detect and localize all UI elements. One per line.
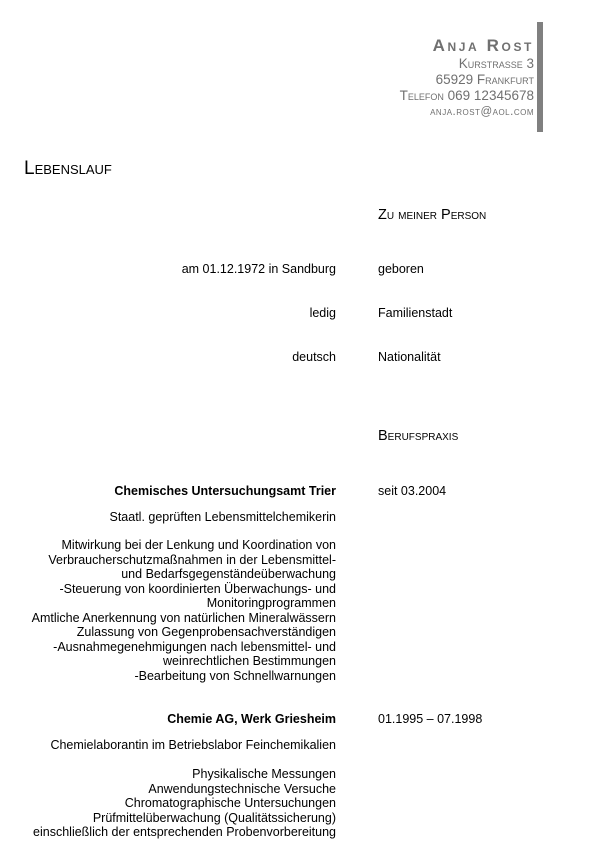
- job-duties: [33, 767, 336, 840]
- header-accent-bar: [537, 22, 543, 132]
- job-duty-line: -Steuerung von koordinierten Überwachungs- und: [59, 581, 336, 596]
- section-title-experience: Berufspraxis: [378, 428, 459, 444]
- phone-number: Telefon 069 12345678: [399, 88, 534, 103]
- personal-label-marital: ledig: [309, 306, 336, 320]
- job-duty-line: -Bearbeitung von Schnellwarnungen: [134, 668, 336, 683]
- job-duty-line: und Bedarfsgegenständeüberwachung: [121, 567, 336, 581]
- personal-value-birth: geboren: [378, 262, 424, 276]
- job-duty-line: Anwendungstechnische Versuche: [148, 781, 336, 796]
- job-duty-line: Physikalische Messungen: [192, 767, 336, 781]
- personal-value-nationality: Nationalität: [378, 350, 441, 364]
- city-address: 65929 Frankfurt: [435, 72, 534, 87]
- section-title-personal: Zu meiner Person: [378, 207, 487, 223]
- street-address: Kurstrasse 3: [458, 56, 534, 71]
- job-period: 01.1995 – 07.1998: [378, 712, 483, 726]
- job-employer: Chemisches Untersuchungsamt Trier: [114, 484, 336, 498]
- job-duties: [32, 538, 336, 683]
- job-duty-line: Amtliche Anerkennung von natürlichen Mineralwässern: [31, 610, 336, 625]
- job-duty-line: Chromatographische Untersuchungen: [124, 796, 336, 810]
- personal-value-marital: Familienstadt: [378, 306, 453, 320]
- email-address: anja.rost@aol.com: [430, 106, 534, 118]
- job-duty-line: Prüfmittelüberwachung (Qualitätssicherung): [92, 810, 336, 825]
- job-duty-line: -Ausnahmegenehmigungen nach lebensmittel- und: [53, 639, 336, 654]
- personal-label-birth: am 01.12.1972 in Sandburg: [181, 262, 336, 276]
- job-position: Staatl. geprüften Lebensmittelchemikerin: [109, 510, 336, 524]
- job-employer: Chemie AG, Werk Griesheim: [167, 712, 336, 726]
- job-duty-line: einschließlich der entsprechenden Probenvorbereitung: [33, 825, 336, 839]
- personal-label-nationality: deutsch: [292, 350, 336, 364]
- job-duty-line: Mitwirkung bei der Lenkung und Koordination von: [61, 538, 336, 552]
- job-position: Chemielaborantin im Betriebslabor Feinchemikalien: [50, 738, 336, 752]
- job-duty-line: Verbraucherschutzmaßnahmen in der Lebensmittel-: [48, 552, 336, 567]
- job-period: seit 03.2004: [378, 484, 447, 498]
- job-duty-line: Zulassung von Gegenprobensachverständigen: [76, 625, 336, 639]
- applicant-name: Anja Rost: [432, 36, 534, 55]
- job-duty-line: Monitoringprogrammen: [206, 596, 336, 610]
- contact-header: [400, 36, 534, 120]
- document-title: Lebenslauf: [24, 158, 112, 179]
- job-duty-line: weinrechtlichen Bestimmungen: [162, 654, 336, 668]
